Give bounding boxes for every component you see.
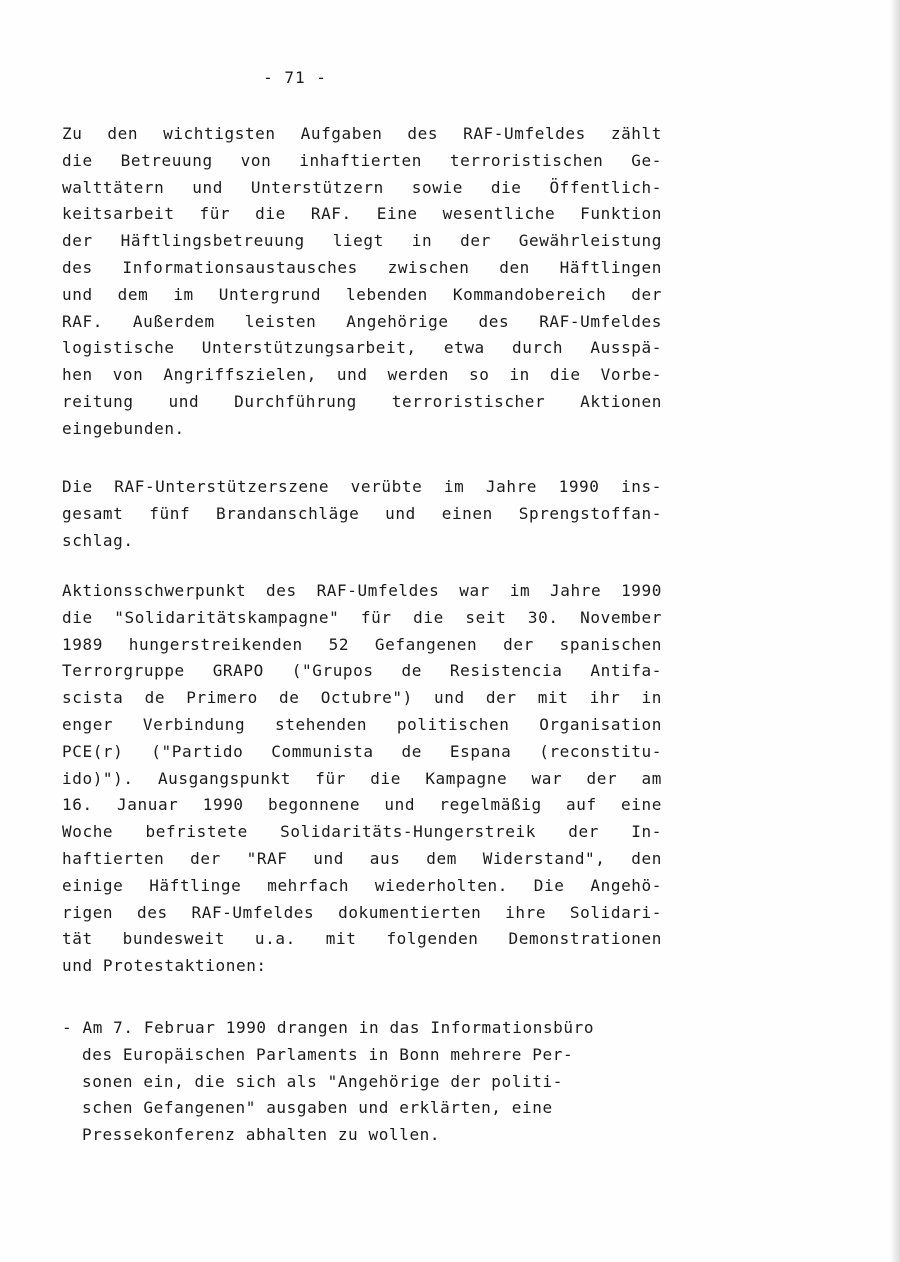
text-line: Zu den wichtigsten Aufgaben des RAF-Umfeldes zählt xyxy=(62,124,662,143)
paragraph-solidaritaetskampagne xyxy=(62,578,662,980)
text-line: Aktionsschwerpunkt des RAF-Umfeldes war im Jahre 1990 xyxy=(62,581,662,600)
text-line: und Protestaktionen: xyxy=(62,956,267,976)
page-number: - 71 - xyxy=(263,68,327,87)
text-line: 16. Januar 1990 begonnene und regelmäßig auf eine xyxy=(62,795,662,815)
text-line: ido)"). Ausgangspunkt für die Kampagne war der am xyxy=(62,768,662,788)
text-line: Die RAF-Unterstützerszene verübte im Jahre 1990 ins- xyxy=(62,477,662,496)
text-line: keitsarbeit für die RAF. Eine wesentliche Funktion xyxy=(62,204,662,224)
text-line: hen von Angriffszielen, und werden so in die Vorbe- xyxy=(62,365,662,385)
text-line: eingebunden. xyxy=(62,418,185,438)
text-line: RAF. Außerdem leisten Angehörige des RAF-Umfeldes xyxy=(62,311,662,331)
text-line: schen Gefangenen" ausgaben und erklärten, eine xyxy=(82,1098,553,1118)
bullet-first-line xyxy=(62,1015,662,1042)
text-line: Terrorgruppe GRAPO ("Grupos de Resistencia Antifa- xyxy=(62,661,662,681)
text-line: scista de Primero de Octubre") und der mit ihr in xyxy=(62,688,662,708)
text-line: und dem im Untergrund lebenden Kommandobereich der xyxy=(62,284,662,304)
text-line: haftierten der "RAF und aus dem Widerstand", den xyxy=(62,848,662,868)
bullet-marker: - xyxy=(62,1018,73,1037)
text-line: PCE(r) ("Partido Communista de Espana (reconstitu- xyxy=(62,741,662,761)
text-line: rigen des RAF-Umfeldes dokumentierten ihre Solidari- xyxy=(62,902,662,922)
text-line: gesamt fünf Brandanschläge und einen Sprengstoffan- xyxy=(62,503,662,523)
text-line: walttätern und Unterstützern sowie die Öffentlich- xyxy=(62,177,662,197)
text-line: schlag. xyxy=(62,530,134,550)
text-line: tät bundesweit u.a. mit folgenden Demonstrationen xyxy=(62,929,662,949)
text-line: Woche befristete Solidaritäts-Hungerstreik der In- xyxy=(62,822,662,842)
text-line: reitung und Durchführung terroristischer Aktionen xyxy=(62,391,662,411)
page-edge-shadow xyxy=(890,0,900,1262)
text-line: einige Häftlinge mehrfach wiederholten. Die Angehö- xyxy=(62,875,662,895)
text-line: der Häftlingsbetreuung liegt in der Gewährleistung xyxy=(62,231,662,251)
text-line: enger Verbindung stehenden politischen Organisation xyxy=(62,714,662,734)
paragraph-anschlaege-1990 xyxy=(62,474,662,554)
text-line: logistische Unterstützungsarbeit, etwa durch Ausspä- xyxy=(62,338,662,358)
bullet-item-europaparlament xyxy=(62,1015,662,1149)
text-line: sonen ein, die sich als "Angehörige der politi- xyxy=(82,1071,563,1091)
text-line: Pressekonferenz abhalten zu wollen. xyxy=(82,1125,441,1145)
text-line: des Informationsaustausches zwischen den Häftlingen xyxy=(62,257,662,277)
text-line: 1989 hungerstreikenden 52 Gefangenen der spanischen xyxy=(62,634,662,654)
text-line: des Europäischen Parlaments in Bonn mehrere Per- xyxy=(82,1044,574,1064)
text-line: Am 7. Februar 1990 drangen in das Informationsbüro xyxy=(82,1018,595,1037)
paragraph-raf-umfeld-aufgaben xyxy=(62,121,662,443)
text-line: die "Solidaritätskampagne" für die seit 30. November xyxy=(62,607,662,627)
text-line: die Betreuung von inhaftierten terroristischen Ge- xyxy=(62,150,662,170)
